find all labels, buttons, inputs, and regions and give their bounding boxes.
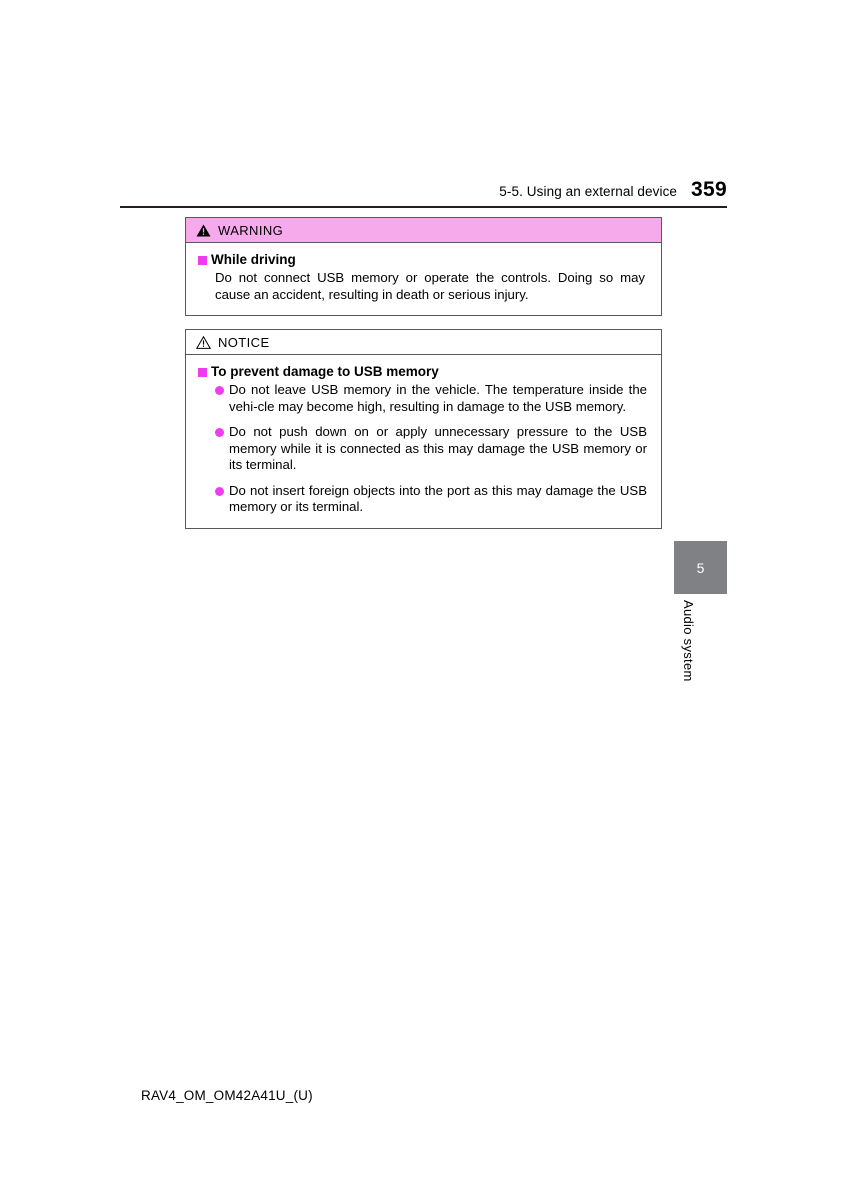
notice-title-text: NOTICE xyxy=(218,334,270,350)
page-number: 359 xyxy=(691,178,727,201)
round-bullet-icon xyxy=(215,428,224,437)
warning-title-text: WARNING xyxy=(218,222,284,238)
caution-triangle-icon xyxy=(196,336,211,349)
warning-paragraph: Do not connect USB memory or operate the controls. Doing so may cause an accident, resulting in death or serious injury. xyxy=(215,270,645,302)
chapter-number-tab xyxy=(674,541,727,594)
warning-heading xyxy=(198,252,647,267)
round-bullet-icon xyxy=(215,386,224,395)
notice-list-item xyxy=(215,483,647,516)
chapter-number: 5 xyxy=(696,559,705,576)
header-section-title: 5-5. Using an external device xyxy=(499,184,678,199)
square-bullet-icon xyxy=(198,368,207,377)
chapter-title-vertical: Audio system xyxy=(681,600,696,682)
notice-title-bar xyxy=(186,330,661,355)
notice-body xyxy=(186,355,661,528)
round-bullet-icon xyxy=(215,487,224,496)
notice-heading-text: To prevent damage to USB memory xyxy=(211,364,439,379)
notice-item-text: Do not insert foreign objects into the port as this may damage the USB memory or its terminal. xyxy=(229,482,647,514)
notice-item-text: Do not leave USB memory in the vehicle. The temperature inside the vehi-cle may become high, resulting in damage to the USB memory. xyxy=(229,382,647,414)
page-header xyxy=(120,178,727,202)
warning-title-bar xyxy=(186,218,661,243)
notice-box xyxy=(185,329,662,529)
document-code: RAV4_OM_OM42A41U_(U) xyxy=(141,1088,313,1103)
notice-heading xyxy=(198,364,647,379)
warning-body xyxy=(186,243,661,315)
notice-item-text: Do not push down on or apply unnecessary pressure to the USB memory while it is connected as this may damage the USB memory or its terminal. xyxy=(229,424,647,472)
header-divider xyxy=(120,206,727,208)
square-bullet-icon xyxy=(198,256,207,265)
notice-list-item xyxy=(215,382,647,415)
notice-list-item xyxy=(215,424,647,474)
warning-heading-text: While driving xyxy=(211,252,296,267)
warning-box xyxy=(185,217,662,316)
warning-triangle-icon xyxy=(196,224,211,237)
